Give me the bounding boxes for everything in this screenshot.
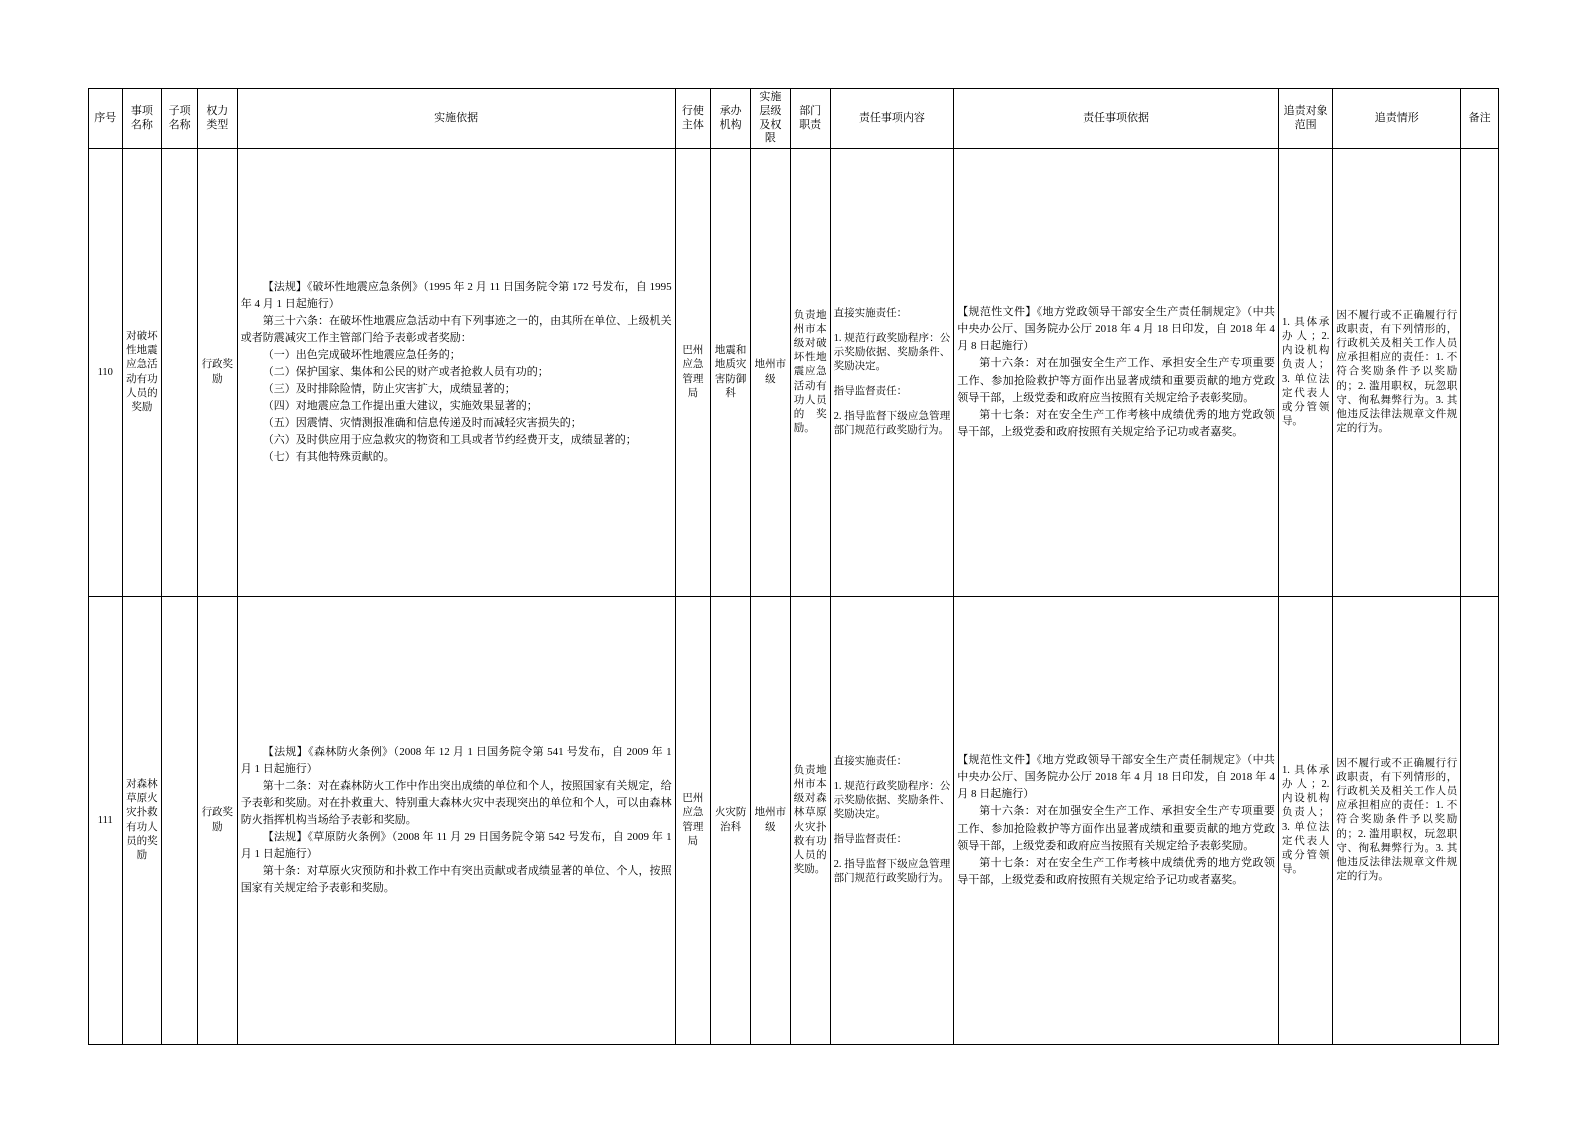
cell-res-basis [954,597,1279,1045]
column-header-remark: 备注 [1461,89,1499,149]
basis-paragraph: （四）对地震应急工作提出重大建议，实施效果显著的； [262,400,538,413]
cell-target: 1. 具体承办人；2. 内设机构负责人；3. 单位法定代表人或分管领导。 [1278,149,1332,597]
cell-item-name: 对破坏性地震应急活动有功人员的奖励 [122,149,162,597]
basis-paragraph: （一）出色完成破坏性地震应急任务的； [262,348,461,361]
res-content-line: 直接实施责任： [833,308,908,320]
cell-seq: 111 [89,597,123,1045]
table-header [89,89,1499,149]
cell-subject: 巴州应急管理局 [675,597,711,1045]
column-header-case: 追责情形 [1333,89,1461,149]
table-body [89,149,1499,1045]
column-header-duty: 部门职责 [790,89,830,149]
table-row [89,597,1499,1045]
res-content-line: 2. 指导监督下级应急管理部门规范行政奖励行为。 [833,858,951,884]
basis-paragraph: 【法规】《森林防火条例》（2008 年 12 月 1 日国务院令第 541 号发布，自 2009 年 1 月 1 日起施行） [240,745,672,775]
cell-res-content [830,597,954,1045]
res-content-line: 2. 指导监督下级应急管理部门规范行政奖励行为。 [833,410,951,436]
res-basis-paragraph: 【规范性文件】《地方党政领导干部安全生产责任制规定》（中共中央办公厅、国务院办公厅 2018 年 4 月 18 日印发，自 2018 年 4 月 8 日起施行） [957,306,1275,353]
cell-duty: 负责地州市本级对破坏性地震应急活动有功人员的奖励。 [790,149,830,597]
cell-basis [237,597,675,1045]
column-header-power-type: 权力类型 [197,89,237,149]
res-basis-paragraph: 第十七条：对在安全生产工作考核中成绩优秀的地方党政领导干部，上级党委和政府按照有关规定给予记功或者嘉奖。 [957,856,1275,886]
res-basis-paragraph: 第十六条：对在加强安全生产工作、承担安全生产专项重要工作、参加抢险救护等方面作出显著成绩和重要贡献的地方党政领导干部，上级党委和政府应当按照有关规定给予表彰奖励。 [957,357,1275,404]
basis-paragraph: 第三十六条：在破坏性地震应急活动中有下列事迹之一的，由其所在单位、上级机关或者防震减灾工作主管部门给予表彰或者奖励： [240,314,672,344]
table-row [89,149,1499,597]
cell-item-name: 对森林草原火灾扑救有功人员的奖励 [122,597,162,1045]
cell-seq: 110 [89,149,123,597]
basis-paragraph: （五）因震情、灾情测报准确和信息传递及时而减轻灾害损失的； [262,417,582,430]
basis-paragraph: （六）及时供应用于应急救灾的物资和工具或者节约经费开支，成绩显著的； [262,434,637,447]
cell-subject: 巴州应急管理局 [675,149,711,597]
cell-case: 因不履行或不正确履行行政职责，有下列情形的，行政机关及相关工作人员应承担相应的责任：1. 不符合奖励条件予以奖励的；2. 滥用职权，玩忽职守、徇私舞弊行为。3. 其他违反法律法规章文件规定的行为。 [1333,597,1461,1045]
column-header-org: 承办机构 [711,89,751,149]
cell-org: 地震和地质灾害防御科 [711,149,751,597]
basis-paragraph: 【法规】《破坏性地震应急条例》（1995 年 2 月 11 日国务院令第 172 号发布，自 1995 年 4 月 1 日起施行） [240,280,672,310]
cell-case: 因不履行或不正确履行行政职责，有下列情形的，行政机关及相关工作人员应承担相应的责任：1. 不符合奖励条件予以奖励的；2. 滥用职权，玩忽职守、徇私舞弊行为。3. 其他违反法律法规章文件规定的行为。 [1333,149,1461,597]
res-basis-paragraph: 第十七条：对在安全生产工作考核中成绩优秀的地方党政领导干部，上级党委和政府按照有关规定给予记功或者嘉奖。 [957,408,1275,438]
column-header-level: 实施层级及权限 [751,89,791,149]
cell-remark [1461,149,1499,597]
cell-remark [1461,597,1499,1045]
cell-sub-name [162,149,198,597]
basis-paragraph: 【法规】《草原防火条例》（2008 年 11 月 29 日国务院令第 542 号发布，自 2009 年 1 月 1 日起施行） [240,831,672,861]
cell-level: 地州市级 [751,597,791,1045]
column-header-subject: 行使主体 [675,89,711,149]
basis-paragraph: 第十条：对草原火灾预防和扑救工作中有突出贡献或者成绩显著的单位、个人，按照国家有关规定给予表彰和奖励。 [240,865,672,895]
res-content-line: 直接实施责任： [833,756,908,768]
power-list-table [88,88,1499,1045]
res-content-line: 指导监督责任： [833,385,908,397]
res-content-line: 1. 规范行政奖励程序：公示奖励依据、奖励条件、奖励决定。 [833,780,951,821]
column-header-res-basis: 责任事项依据 [954,89,1279,149]
cell-power-type: 行政奖励 [197,149,237,597]
cell-power-type: 行政奖励 [197,597,237,1045]
res-content-line: 指导监督责任： [833,833,908,845]
basis-paragraph: （三）及时排除险情，防止灾害扩大，成绩显著的； [262,383,516,396]
column-header-basis: 实施依据 [237,89,675,149]
basis-paragraph: （二）保护国家、集体和公民的财产或者抢救人员有功的； [262,365,549,378]
cell-res-content [830,149,954,597]
basis-paragraph: （七）有其他特殊贡献的。 [262,451,395,464]
column-header-res-content: 责任事项内容 [830,89,954,149]
cell-org: 火灾防治科 [711,597,751,1045]
column-header-target: 追责对象范围 [1278,89,1332,149]
cell-duty: 负责地州市本级对森林草原火灾扑救有功人员的奖励。 [790,597,830,1045]
cell-res-basis [954,149,1279,597]
basis-paragraph: 第十二条：对在森林防火工作中作出突出成绩的单位和个人，按照国家有关规定，给予表彰和奖励。对在扑救重大、特别重大森林火灾中表现突出的单位和个人，可以由森林防火指挥机构当场给予表彰和奖励。 [240,779,672,826]
column-header-sub-name: 子项名称 [162,89,198,149]
column-header-item-name: 事项名称 [122,89,162,149]
cell-sub-name [162,597,198,1045]
column-header-seq: 序号 [89,89,123,149]
res-basis-paragraph: 第十六条：对在加强安全生产工作、承担安全生产专项重要工作、参加抢险救护等方面作出显著成绩和重要贡献的地方党政领导干部，上级党委和政府应当按照有关规定给予表彰奖励。 [957,805,1275,852]
cell-target: 1. 具体承办人；2. 内设机构负责人；3. 单位法定代表人或分管领导。 [1278,597,1332,1045]
cell-basis [237,149,675,597]
cell-level: 地州市级 [751,149,791,597]
table-header-row [89,89,1499,149]
res-content-line: 1. 规范行政奖励程序：公示奖励依据、奖励条件、奖励决定。 [833,332,951,373]
res-basis-paragraph: 【规范性文件】《地方党政领导干部安全生产责任制规定》（中共中央办公厅、国务院办公厅 2018 年 4 月 18 日印发，自 2018 年 4 月 8 日起施行） [957,754,1275,801]
